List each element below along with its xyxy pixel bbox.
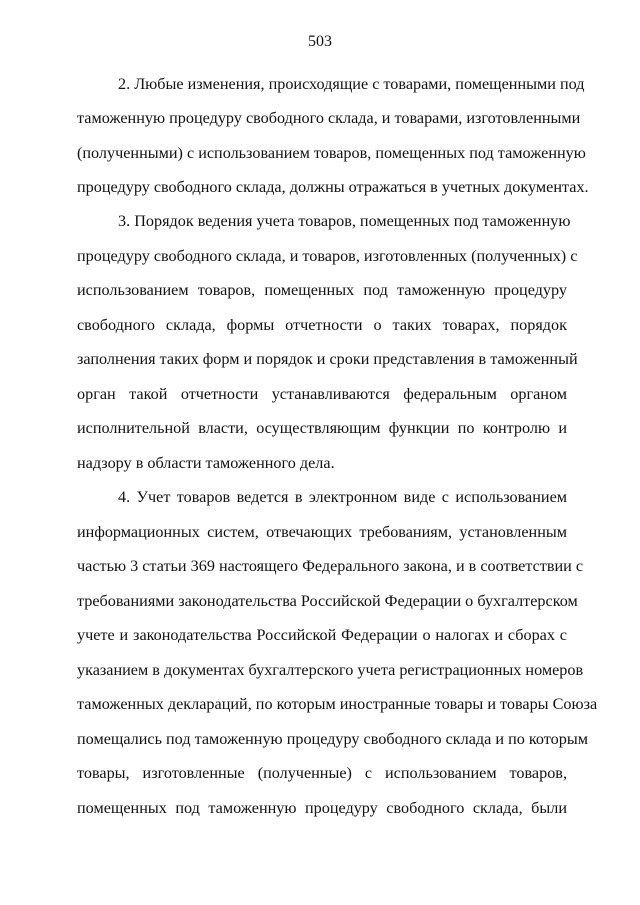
paragraph-2-line-6: орган такой отчетности устанавливаются федеральным органом	[77, 385, 567, 403]
paragraph-3-line-1: 4. Учет товаров ведется в электронном виде с использованием	[118, 488, 567, 506]
paragraph-3-line-6: указанием в документах бухгалтерского учета регистрационных номеров	[77, 661, 584, 679]
paragraph-3-line-5: учете и законодательства Российской Федерации о налогах и сборах с	[77, 626, 567, 644]
paragraph-2-line-3: использованием товаров, помещенных под таможенную процедуру	[77, 281, 567, 299]
paragraph-3-line-9: товары, изготовленные (полученные) с использованием товаров,	[77, 764, 567, 782]
paragraph-3-line-8: помещались под таможенную процедуру свободного склада и по которым	[77, 730, 588, 748]
paragraph-3-line-4: требованиями законодательства Российской Федерации о бухгалтерском	[77, 592, 578, 610]
paragraph-3-line-3: частью 3 статьи 369 настоящего Федерального закона, и в соответствии с	[77, 557, 584, 575]
page-number: 503	[308, 33, 332, 50]
paragraph-2-line-5: заполнения таких форм и порядок и сроки представления в таможенный	[77, 350, 578, 368]
paragraph-2-line-2: процедуру свободного склада, и товаров, изготовленных (полученных) с	[77, 247, 578, 265]
paragraph-2-line-8: надзору в области таможенного дела.	[77, 454, 335, 472]
paragraph-2-line-1: 3. Порядок ведения учета товаров, помещенных под таможенную	[118, 212, 571, 230]
paragraph-1-line-4: процедуру свободного склада, должны отражаться в учетных документах.	[77, 178, 589, 196]
paragraph-1-line-1: 2. Любые изменения, происходящие с товарами, помещенными под	[118, 75, 585, 93]
paragraph-1-line-3: (полученными) с использованием товаров, помещенных под таможенную	[77, 144, 586, 162]
paragraph-2-line-4: свободного склада, формы отчетности о таких товарах, порядок	[77, 316, 567, 334]
paragraph-3-line-2: информационных систем, отвечающих требованиям, установленным	[77, 523, 567, 541]
paragraph-3-line-7: таможенных деклараций, по которым иностранные товары и товары Союза	[77, 695, 598, 713]
paragraph-3-line-10: помещенных под таможенную процедуру свободного склада, были	[77, 799, 567, 817]
paragraph-1-line-2: таможенную процедуру свободного склада, и товарами, изготовленными	[77, 109, 581, 127]
paragraph-2-line-7: исполнительной власти, осуществляющим функции по контролю и	[77, 419, 567, 437]
